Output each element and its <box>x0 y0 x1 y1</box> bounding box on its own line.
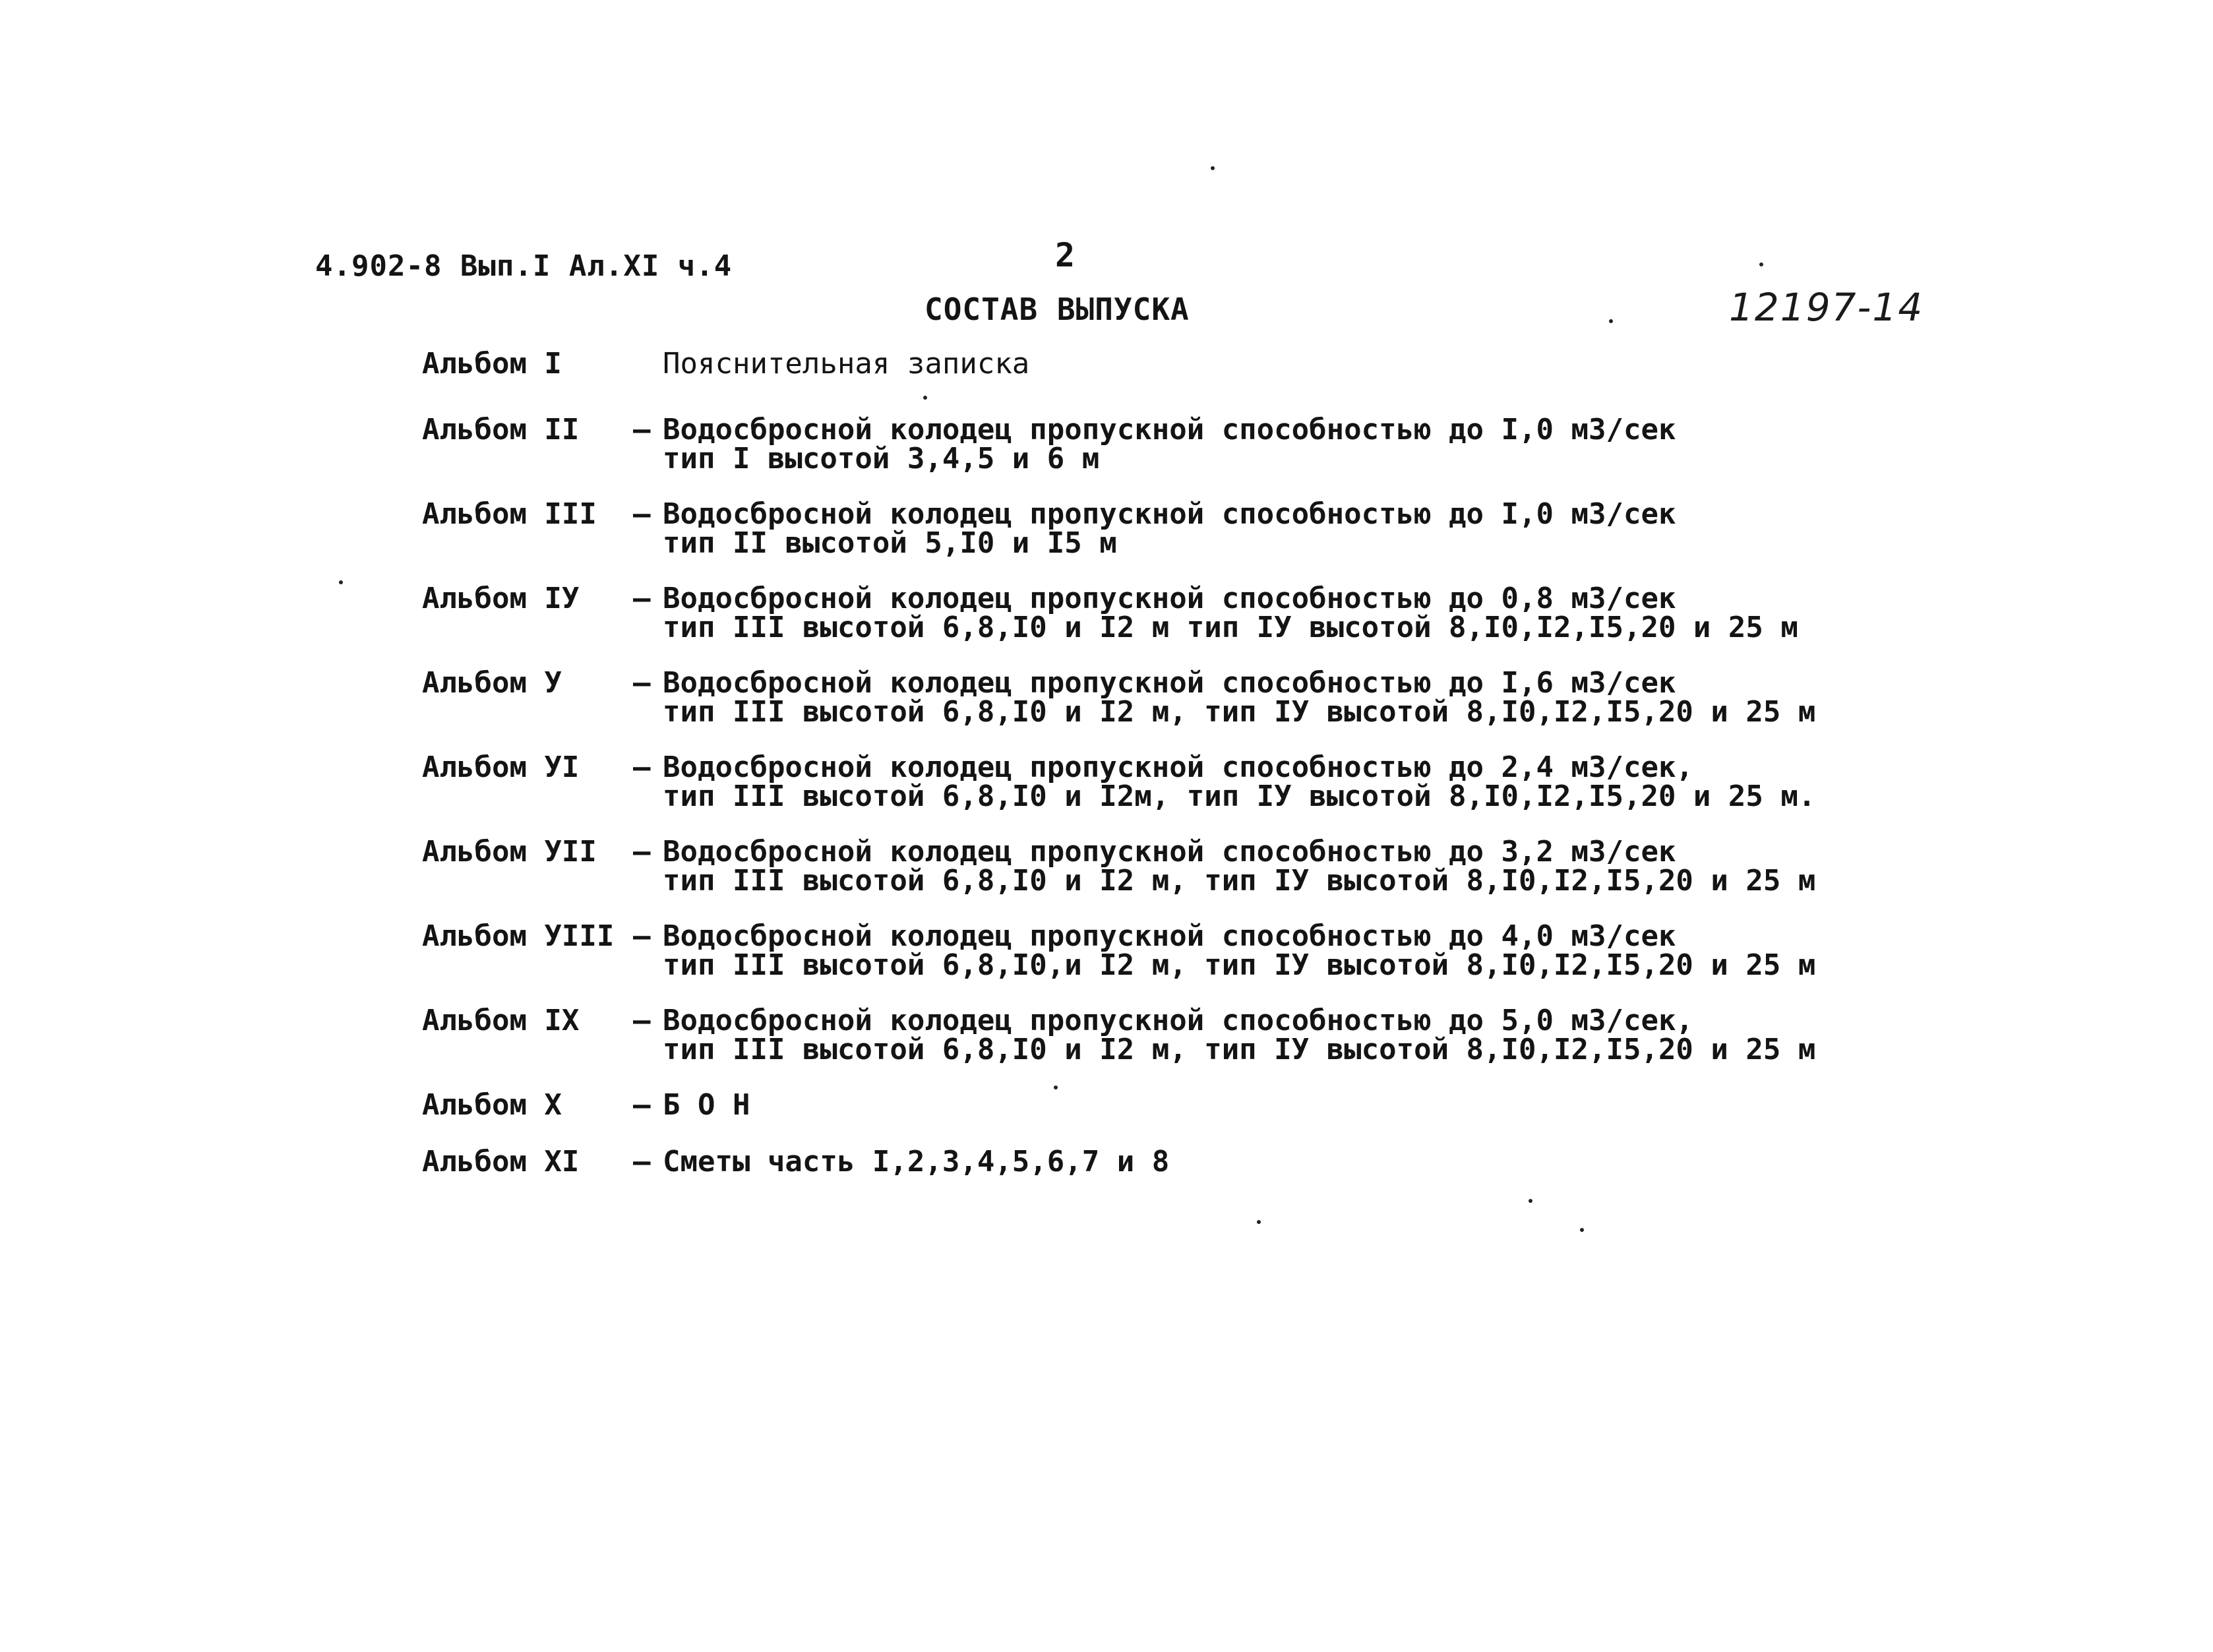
album-label: Альбом УI <box>422 750 580 784</box>
album-label: Альбом I <box>422 347 562 381</box>
album-description-line: тип III высотой 6,8,I0 и I2 м, тип IУ высотой 8,I0,I2,I5,20 и 25 м <box>663 864 1816 898</box>
handwritten-number: 12197-14 <box>1729 285 1924 330</box>
album-description-line: тип III высотой 6,8,I0 и I2 м, тип IУ высотой 8,I0,I2,I5,20 и 25 м <box>663 695 1816 729</box>
album-description <box>663 835 1816 898</box>
album-description-line: Водосбросной колодец пропускной способностью до 3,2 м3/сек <box>663 835 1676 869</box>
album-dash: – <box>633 750 651 784</box>
album-label: Альбом У <box>422 666 562 700</box>
album-description-line: Водосбросной колодец пропускной способностью до I,6 м3/сек <box>663 666 1676 700</box>
scan-speck <box>1529 1199 1532 1203</box>
album-row <box>422 584 1798 642</box>
album-label: Альбом II <box>422 413 580 446</box>
album-row <box>422 497 1676 560</box>
album-row <box>422 1088 750 1122</box>
album-row <box>422 1006 1815 1064</box>
album-dash: – <box>633 497 651 531</box>
album-description-line: тип II высотой 5,I0 и I5 м <box>663 526 1117 560</box>
album-description-line: Пояснительная записка <box>663 347 1030 381</box>
album-description-line: Сметы часть I,2,3,4,5,6,7 и 8 <box>663 1145 1170 1178</box>
album-description <box>663 497 1676 560</box>
scan-speck <box>1609 319 1613 323</box>
album-description <box>663 750 1816 813</box>
scan-speck <box>1580 1228 1584 1232</box>
album-description <box>663 1088 750 1122</box>
album-description <box>663 1147 1169 1177</box>
album-row <box>422 750 1816 813</box>
album-description-line: Водосбросной колодец пропускной способностью до I,0 м3/сек <box>663 497 1676 531</box>
album-description-line: Водосбросной колодец пропускной способностью до 4,0 м3/сек <box>663 919 1676 953</box>
album-row <box>422 347 1030 381</box>
album-description-line: тип III высотой 6,8,I0 и I2 м, тип IУ высотой 8,I0,I2,I5,20 и 25 м <box>663 1033 1816 1066</box>
scan-speck <box>1759 262 1763 266</box>
album-description-line: Б О Н <box>663 1088 750 1122</box>
album-dash: – <box>633 582 651 615</box>
album-row <box>422 919 1816 982</box>
album-description <box>663 347 1030 381</box>
scan-speck <box>1054 1086 1058 1089</box>
album-description <box>663 415 1676 474</box>
album-row <box>422 835 1816 898</box>
album-dash: – <box>633 1145 651 1178</box>
album-dash: – <box>633 666 651 700</box>
album-dash: – <box>633 919 651 953</box>
scan-speck <box>923 396 927 400</box>
album-label: Альбом III <box>422 497 597 531</box>
album-description <box>663 584 1798 642</box>
album-row <box>422 1147 1169 1177</box>
album-label: Альбом IУ <box>422 582 580 615</box>
document-code: 4.902-8 Вып.I Ал.XI ч.4 <box>315 249 733 283</box>
album-label: Альбом IX <box>422 1004 580 1037</box>
album-description <box>663 919 1816 982</box>
album-row <box>422 666 1816 729</box>
album-label: Альбом XI <box>422 1145 580 1178</box>
scan-speck <box>339 580 343 584</box>
album-description-line: Водосбросной колодец пропускной способностью до I,0 м3/сек <box>663 413 1676 446</box>
album-dash: – <box>633 835 651 869</box>
album-description-line: Водосбросной колодец пропускной способностью до 0,8 м3/сек <box>663 582 1676 615</box>
album-label: Альбом УII <box>422 835 597 869</box>
scan-speck <box>1257 1220 1261 1224</box>
album-dash: – <box>633 1004 651 1037</box>
album-description-line: тип III высотой 6,8,I0 и I2м, тип IУ высотой 8,I0,I2,I5,20 и 25 м. <box>663 780 1816 813</box>
album-row <box>422 415 1676 474</box>
album-label: Альбом X <box>422 1088 562 1122</box>
album-description-line: Водосбросной колодец пропускной способностью до 5,0 м3/сек, <box>663 1004 1693 1037</box>
page-number: 2 <box>1055 236 1076 274</box>
album-dash: – <box>633 413 651 446</box>
album-description-line: Водосбросной колодец пропускной способностью до 2,4 м3/сек, <box>663 750 1693 784</box>
scan-speck <box>1211 166 1215 170</box>
document-title: СОСТАВ ВЫПУСКА <box>925 291 1190 327</box>
album-dash: – <box>633 1088 651 1122</box>
album-label: Альбом УIII <box>422 919 615 953</box>
album-description-line: тип I высотой 3,4,5 и 6 м <box>663 442 1100 475</box>
album-description-line: тип III высотой 6,8,I0 и I2 м тип IУ высотой 8,I0,I2,I5,20 и 25 м <box>663 611 1798 644</box>
album-description-line: тип III высотой 6,8,I0,и I2 м, тип IУ высотой 8,I0,I2,I5,20 и 25 м <box>663 948 1816 982</box>
album-description <box>663 1006 1815 1064</box>
album-description <box>663 666 1816 729</box>
